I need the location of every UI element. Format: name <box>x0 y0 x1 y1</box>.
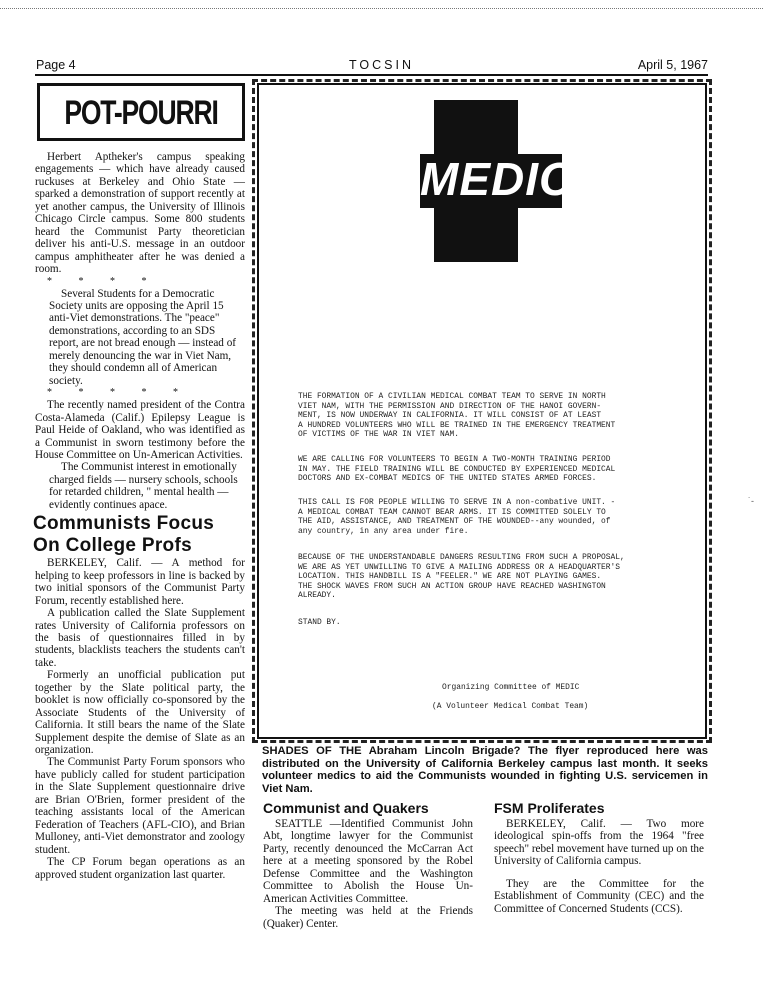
quakers-column <box>263 800 473 930</box>
potpourri-title-box <box>37 83 245 141</box>
potpourri-paragraph: The recently named president of the Contra Costa-Alameda (Calif.) Epilepsy League is Paul Heide of Oakland, who was identified as a Communist in sworn testimony before the House Committee on Un-American Activities. <box>35 399 245 461</box>
flyer-caption: SHADES OF THE Abraham Lincoln Brigade? The flyer reproduced here was distributed on the University of California Berkeley campus last month. It seeks volunteer medics to aid the Communists wounded in fighting U.S. servicemen in Viet Nam. <box>262 745 708 795</box>
article-paragraph: BERKELEY, Calif. — A method for helping to keep professors in line is backed by two initial sponsors of the Communist Party Forum, recently established here. <box>35 557 245 607</box>
article-paragraph: The CP Forum began operations as an approved student organization last quarter. <box>35 856 245 881</box>
headline-communists-focus: Communists Focus <box>33 513 215 535</box>
article-paragraph: SEATTLE —Identified Communist John Abt, longtime lawyer for the Communist Party, recently denounced the McCarran Act here at a meeting sponsored by the Robel Defense Committee and the Washington Committee to Abolish the House Un-American Activities Committee. <box>263 818 473 905</box>
potpourri-title: POT-POURRI <box>64 94 218 132</box>
headline-communist-quakers: Communist and Quakers <box>263 800 429 816</box>
page-number: Page 4 <box>36 58 76 72</box>
flyer-paragraph: BECAUSE OF THE UNDERSTANDABLE DANGERS RESULTING FROM SUCH A PROPOSAL, WE ARE AS YET UNWILLING TO GIVE A MAILING ADDRESS OR A HEADQUARTER'S LOCATION. THIS HANDBILL IS A "FEELER." WE ARE NOT PLAYING GAMES. THE SHOCK WAVES FROM SUCH AN ACTION GROUP HAVE REACHED WASHINGTON ALREADY. <box>298 553 625 601</box>
flyer-standby: STAND BY. <box>298 618 341 627</box>
header-rule <box>35 74 708 76</box>
flyer-paragraph: THIS CALL IS FOR PEOPLE WILLING TO SERVE IN A non-combative UNIT. - A MEDICAL COMBAT TEAM CANNOT BEAR ARMS. IT IS COMMITTED SOLELY TO THE AID, ASSISTANCE, AND TREATMENT OF THE WOUNDED--any wounded, of any country, in any area under fire. <box>298 498 616 536</box>
flyer-paragraph: THE FORMATION OF A CIVILIAN MEDICAL COMBAT TEAM TO SERVE IN NORTH VIET NAM, WITH THE PERMISSION AND DIRECTION OF THE HANOI GOVERN- MENT, IS NOW UNDERWAY IN CALIFORNIA. IT WILL CONSIST OF AT LEAST A HUNDRED VOLUNTEERS WHO WILL BE TRAINED IN THE EMERGENCY TREATMENT OF VICTIMS OF THE WAR IN VIET NAM. <box>298 392 616 440</box>
headline-college-profs: On College Profs <box>33 535 192 557</box>
issue-date: April 5, 1967 <box>637 58 708 72</box>
article-paragraph: Formerly an unofficial publication put together by the Slate political party, the booklet is now officially co-sponsored by the Associate Students of the University of California. It still bears the name of the Slate Supplement despite the demise of Slate as an organization. <box>35 669 245 757</box>
article-paragraph: A publication called the Slate Supplement rates University of California professors on the basis of questionnaires filled in by students, blacklists teachers the students can't take. <box>35 607 245 669</box>
section-divider-stars: * * * * * <box>47 387 190 399</box>
section-divider-stars: * * * * <box>47 275 159 287</box>
newspaper-name: TOCSIN <box>349 58 414 72</box>
flyer-paragraph: WE ARE CALLING FOR VOLUNTEERS TO BEGIN A TWO-MONTH TRAINING PERIOD IN MAY. THE FIELD TRAINING WILL BE CONDUCTED BY EXPERIENCED MEDICAL DOCTORS AND EX-COMBAT MEDICS OF THE UNITED STATES ARMED FORCES. <box>298 455 616 484</box>
top-border <box>0 8 763 9</box>
article-paragraph: They are the Committee for the Establishment of Community (CEC) and the Committee of Concerned Students (CCS). <box>494 877 704 915</box>
potpourri-paragraph: Herbert Aptheker's campus speaking engagements — which have already caused ruckuses at Berkeley and Ohio State — sparked a demonstration of support recently at yet another campus, the University of Illinois Chicago Circle campus. Some 800 students heard the Communist Party theoretician deliver his anti-U.S. message in an outdoor campus amphitheater after he was denied a room. <box>35 151 245 276</box>
article-paragraph: The meeting was held at the Friends (Quaker) Center. <box>263 905 473 930</box>
margin-mark: ˙- <box>748 496 754 506</box>
potpourri-paragraph: Several Students for a Democratic Society units are opposing the April 15 anti-Viet demonstrations. The "peace" demonstrations, according to an SDS report, are not bread enough — instead of merely denouncing the war in Viet Nam, they should condemn all of American society. <box>49 287 237 387</box>
headline-fsm-proliferates: FSM Proliferates <box>494 800 605 816</box>
article-paragraph: The Communist Party Forum sponsors who have publicly called for student participation in the Slate Supplement questionnaire drive are Brian O'Brien, former president of the teaching assistants local of the American Federation of Teachers (AFL-CIO), and Brian Mulloney, anti-Viet demonstrator and zoology student. <box>35 756 245 856</box>
potpourri-column <box>35 151 245 881</box>
flyer-signature: Organizing Committee of MEDIC <box>442 683 580 692</box>
potpourri-paragraph: The Communist interest in emotionally charged fields — nursery schools, schools for retarded children, " mental health — evidently continues apace. <box>49 461 238 511</box>
medic-logo: MEDIC <box>420 153 574 205</box>
flyer-signature-subtitle: (A Volunteer Medical Combat Team) <box>432 702 589 711</box>
article-paragraph: BERKELEY, Calif. — Two more ideological spin-offs from the 1964 "free speech" rebel movement have turned up on the University of California campus. <box>494 818 704 868</box>
fsm-column <box>494 800 704 915</box>
